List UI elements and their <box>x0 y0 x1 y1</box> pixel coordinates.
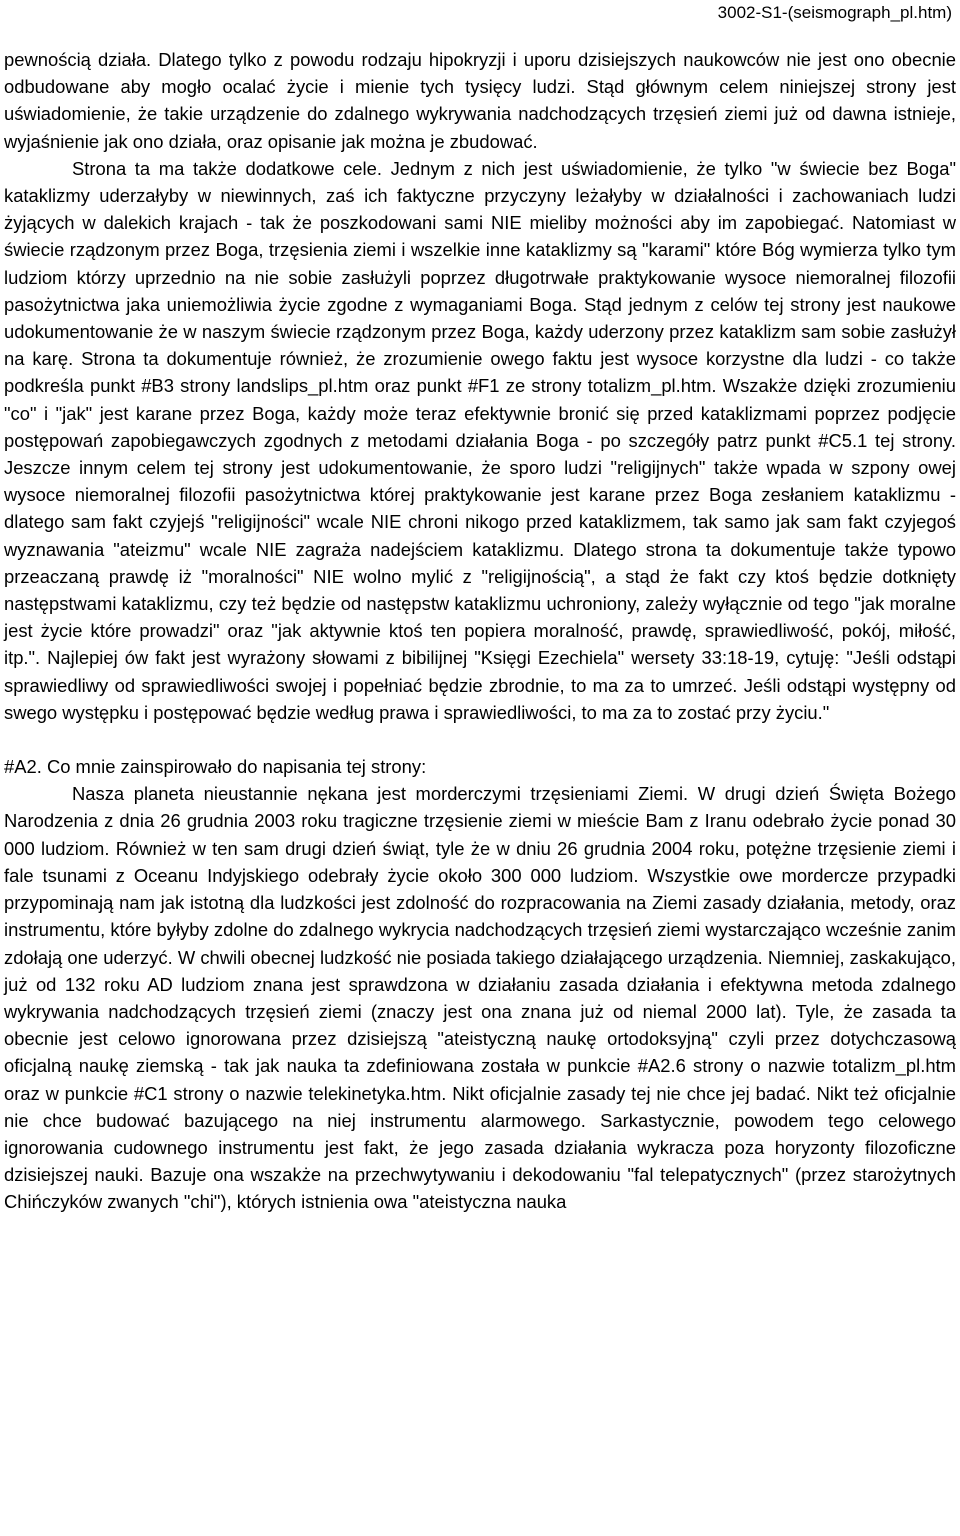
document-filename: 3002-S1-(seismograph_pl.htm) <box>717 3 952 22</box>
page-header <box>0 2 960 24</box>
section-heading-a2: #A2. Co mnie zainspirowało do napisania tej strony: <box>4 756 427 778</box>
paragraph-intro: pewnością działa. Dlatego tylko z powodu rodzaju hipokryzji i uporu dzisiejszych naukowców nie jest ono obecnie odbudowane aby mogło ocalać życie i mienie tych tysięcy ludzi. Stąd głównym celem niniejszej strony jest uświadomienie, że takie urządzenie do zdalnego wykrywania nadchodzących trzęsień ziemi już od dawna istnieje, wyjaśnienie jak ono działa, oraz opisanie jak można je zbudować. <box>4 49 956 152</box>
paragraph-additional-goals: Strona ta ma także dodatkowe cele. Jednym z nich jest uświadomienie, że tylko "w świecie bez Boga" kataklizmy uderzałyby w niewinnych, zaś ich faktyczne przyczyny leżałyby w działalności i zachowaniach ludzi żyjących w dalekich krajach - tak że poszkodowani sami NIE mieliby możności aby im zapobiegać. Natomiast w świecie rządzonym przez Boga, trzęsienia ziemi i wszelkie inne kataklizmy są "karami" które Bóg wymierza tylko tym ludziom którzy uprzednio na nie sobie zasłużyli poprzez długotrwałe praktykowanie wysoce niemoralnej filozofii pasożytnictwa jaka uniemożliwia życie zgodne z wymaganiami Boga. Stąd jednym z celów tej strony jest naukowe udokumentowanie że w naszym świecie rządzonym przez Boga, każdy uderzony przez kataklizm sam sobie zasłużył na karę. Strona ta dokumentuje również, że zrozumienie owego faktu jest wysoce korzystne dla ludzi - co także podkreśla punkt #B3 strony landslips_pl.htm oraz punkt #F1 ze strony totalizm_pl.htm. Wszakże dzięki zrozumieniu "co" i "jak" jest karane przez Boga, każdy może teraz efektywnie bronić się przed kataklizmami poprzez podjęcie postępowań zapobiegawczych zgodnych z metodami działania Boga - po szczegóły patrz punkt #C5.1 tej strony. Jeszcze innym celem tej strony jest udokumentowanie, że sporo ludzi "religijnych" także wpada w szpony owej wysoce niemoralnej filozofii pasożytnictwa której praktykowanie jest karane przez Boga zesłaniem kataklizmu - dlatego sam fakt czyjejś "religijności" wcale NIE chroni nikogo przed kataklizmem, tak samo jak sam fakt czyjegoś wyznawania "ateizmu" wcale NIE zagraża nadejściem kataklizmu. Dlatego strona ta dokumentuje także typowo przeaczaną prawdę iż "moralności" NIE wolno mylić z "religijnością", a stąd że fakt czy ktoś będzie dotknięty następstwami kataklizmu, czy też będzie od następstw kataklizmu uchroniony, zależy wyłącznie od tego "jak moralne jest życie które prowadzi" oraz "jak aktywnie ktoś ten popiera moralność, prawdę, sprawiedliwość, pokój, miłość, itp.". Najlepiej ów fakt jest wyrażony słowami z bibilijnej "Księgi Ezechiela" wersety 33:18-19, cytuję: "Jeśli odstąpi sprawiedliwy od sprawiedliwości swojej i popełniać będzie zbrodnie, to ma za to umrzeć. Jeśli odstąpi występny od swego występku i postępować będzie według prawa i sprawiedliwości, to ma za to zostać przy życiu." <box>4 157 956 723</box>
paragraph-inspiration: Nasza planeta nieustannie nękana jest morderczymi trzęsieniami Ziemi. W drugi dzień Święta Bożego Narodzenia z dnia 26 grudnia 2003 roku tragiczne trzęsienie ziemi w mieście Bam z Iranu odebrało życie ponad 30 000 ludziom. Również w ten sam drugi dzień świąt, tyle że w dniu 26 grudnia 2004 roku, potężne trzęsienie ziemi i fale tsunami z Oceanu Indyjskiego odebrały życie około 300 000 ludziom. Wszystkie owe mordercze przypadki przypominają nam jak istotną dla ludzkości jest zdolność do rozpracowania na Ziemi zasady działania, metody, oraz instrumentu, które byłyby zdolne do zdalnego wykrycia nadchodzących trzęsień ziemi wystarczająco wcześnie zanim zdołają one uderzyć. W chwili obecnej ludzkość nie posiada takiego działającego urządzenia. Niemniej, zaskakująco, już od 132 roku AD ludziom znana jest sprawdzona w działaniu zasada działania i efektywna metoda zdalnego wykrywania nadchodzących trzęsień ziemi (znaczy jest ona znana już od niemal 2000 lat). Tyle, że zasada ta obecnie jest celowo ignorowana przez dzisiejszą "ateistyczną naukę ortodoksyjną" czyli przez dotychczasową oficjalną naukę ziemską - tak jak nauka ta zdefiniowana została w punkcie #A2.6 strony o nazwie totalizm_pl.htm oraz w punkcie #C1 strony o nazwie telekinetyka.htm. Nikt oficjalnie zasady tej nie chce jej badać. Nikt też oficjalnie nie chce budować bazującego na niej instrumentu alarmowego. Sarkastycznie, powodem tego celowego ignorowania cudownego instrumentu jest fakt, że jego zasada działania wykracza poza horyzonty filozoficzne dzisiejszej nauki. Bazuje ona wszakże na przechwytywaniu i dekodowaniu "fal telepatycznych" (przez starożytnych Chińczyków zwanych "chi"), których istnienia owa "ateistyczna nauka <box>4 783 956 1213</box>
document-body <box>4 46 956 1216</box>
